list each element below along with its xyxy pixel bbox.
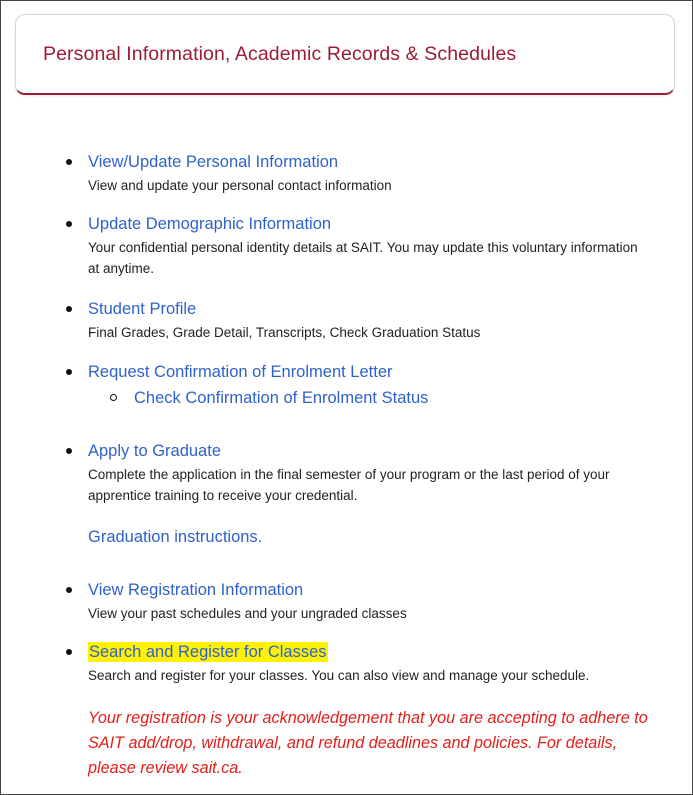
view-update-personal-information-link[interactable]: View/Update Personal Information <box>88 153 339 171</box>
list-item-student-profile <box>88 299 678 343</box>
apply-to-graduate-link[interactable]: Apply to Graduate <box>88 442 221 460</box>
bullet-icon <box>66 306 72 312</box>
bullet-icon <box>66 448 72 454</box>
hollow-bullet-icon <box>110 394 117 401</box>
list-item-confirmation-of-enrolment <box>88 362 678 407</box>
section-header-card <box>15 14 675 95</box>
personal-information-description: View and update your personal contact information <box>88 178 392 193</box>
bullet-icon <box>66 159 72 165</box>
request-confirmation-of-enrolment-link[interactable]: Request Confirmation of Enrolment Letter <box>88 363 393 381</box>
list-item-registration-information <box>88 580 678 624</box>
student-profile-description: Final Grades, Grade Detail, Transcripts, Check Graduation Status <box>88 325 481 340</box>
sub-list-item-enrolment-status <box>134 388 428 408</box>
bullet-icon <box>66 369 72 375</box>
list-item-apply-to-graduate <box>88 441 678 506</box>
view-registration-information-link[interactable]: View Registration Information <box>88 581 304 599</box>
graduation-instructions-link[interactable]: Graduation instructions. <box>88 528 263 546</box>
student-profile-link[interactable]: Student Profile <box>88 300 197 318</box>
apply-to-graduate-description: Complete the application in the final semester of your program or the last period of your apprentice training to receive your credential. <box>88 467 610 503</box>
bullet-icon <box>66 587 72 593</box>
search-and-register-for-classes-link[interactable]: Search and Register for Classes <box>89 643 327 661</box>
update-demographic-information-link[interactable]: Update Demographic Information <box>88 215 332 233</box>
page-title: Personal Information, Academic Records & Schedules <box>43 43 517 65</box>
registration-policy-notice: Your registration is your acknowledgement that you are accepting to adhere to SAIT add/drop, withdrawal, and refund deadlines and policies. For details, please review sait.ca. <box>88 709 648 777</box>
demographic-information-description: Your confidential personal identity details at SAIT. You may update this voluntary information at anytime. <box>88 240 638 276</box>
bullet-icon <box>66 649 72 655</box>
check-confirmation-of-enrolment-status-link[interactable]: Check Confirmation of Enrolment Status <box>134 389 429 407</box>
registration-information-description: View your past schedules and your ungraded classes <box>88 606 407 621</box>
bullet-icon <box>66 221 72 227</box>
list-item-demographic-information <box>88 214 678 279</box>
list-item-search-and-register <box>88 642 678 686</box>
search-and-register-description: Search and register for your classes. You can also view and manage your schedule. <box>88 668 590 683</box>
list-item-personal-information <box>88 152 678 196</box>
